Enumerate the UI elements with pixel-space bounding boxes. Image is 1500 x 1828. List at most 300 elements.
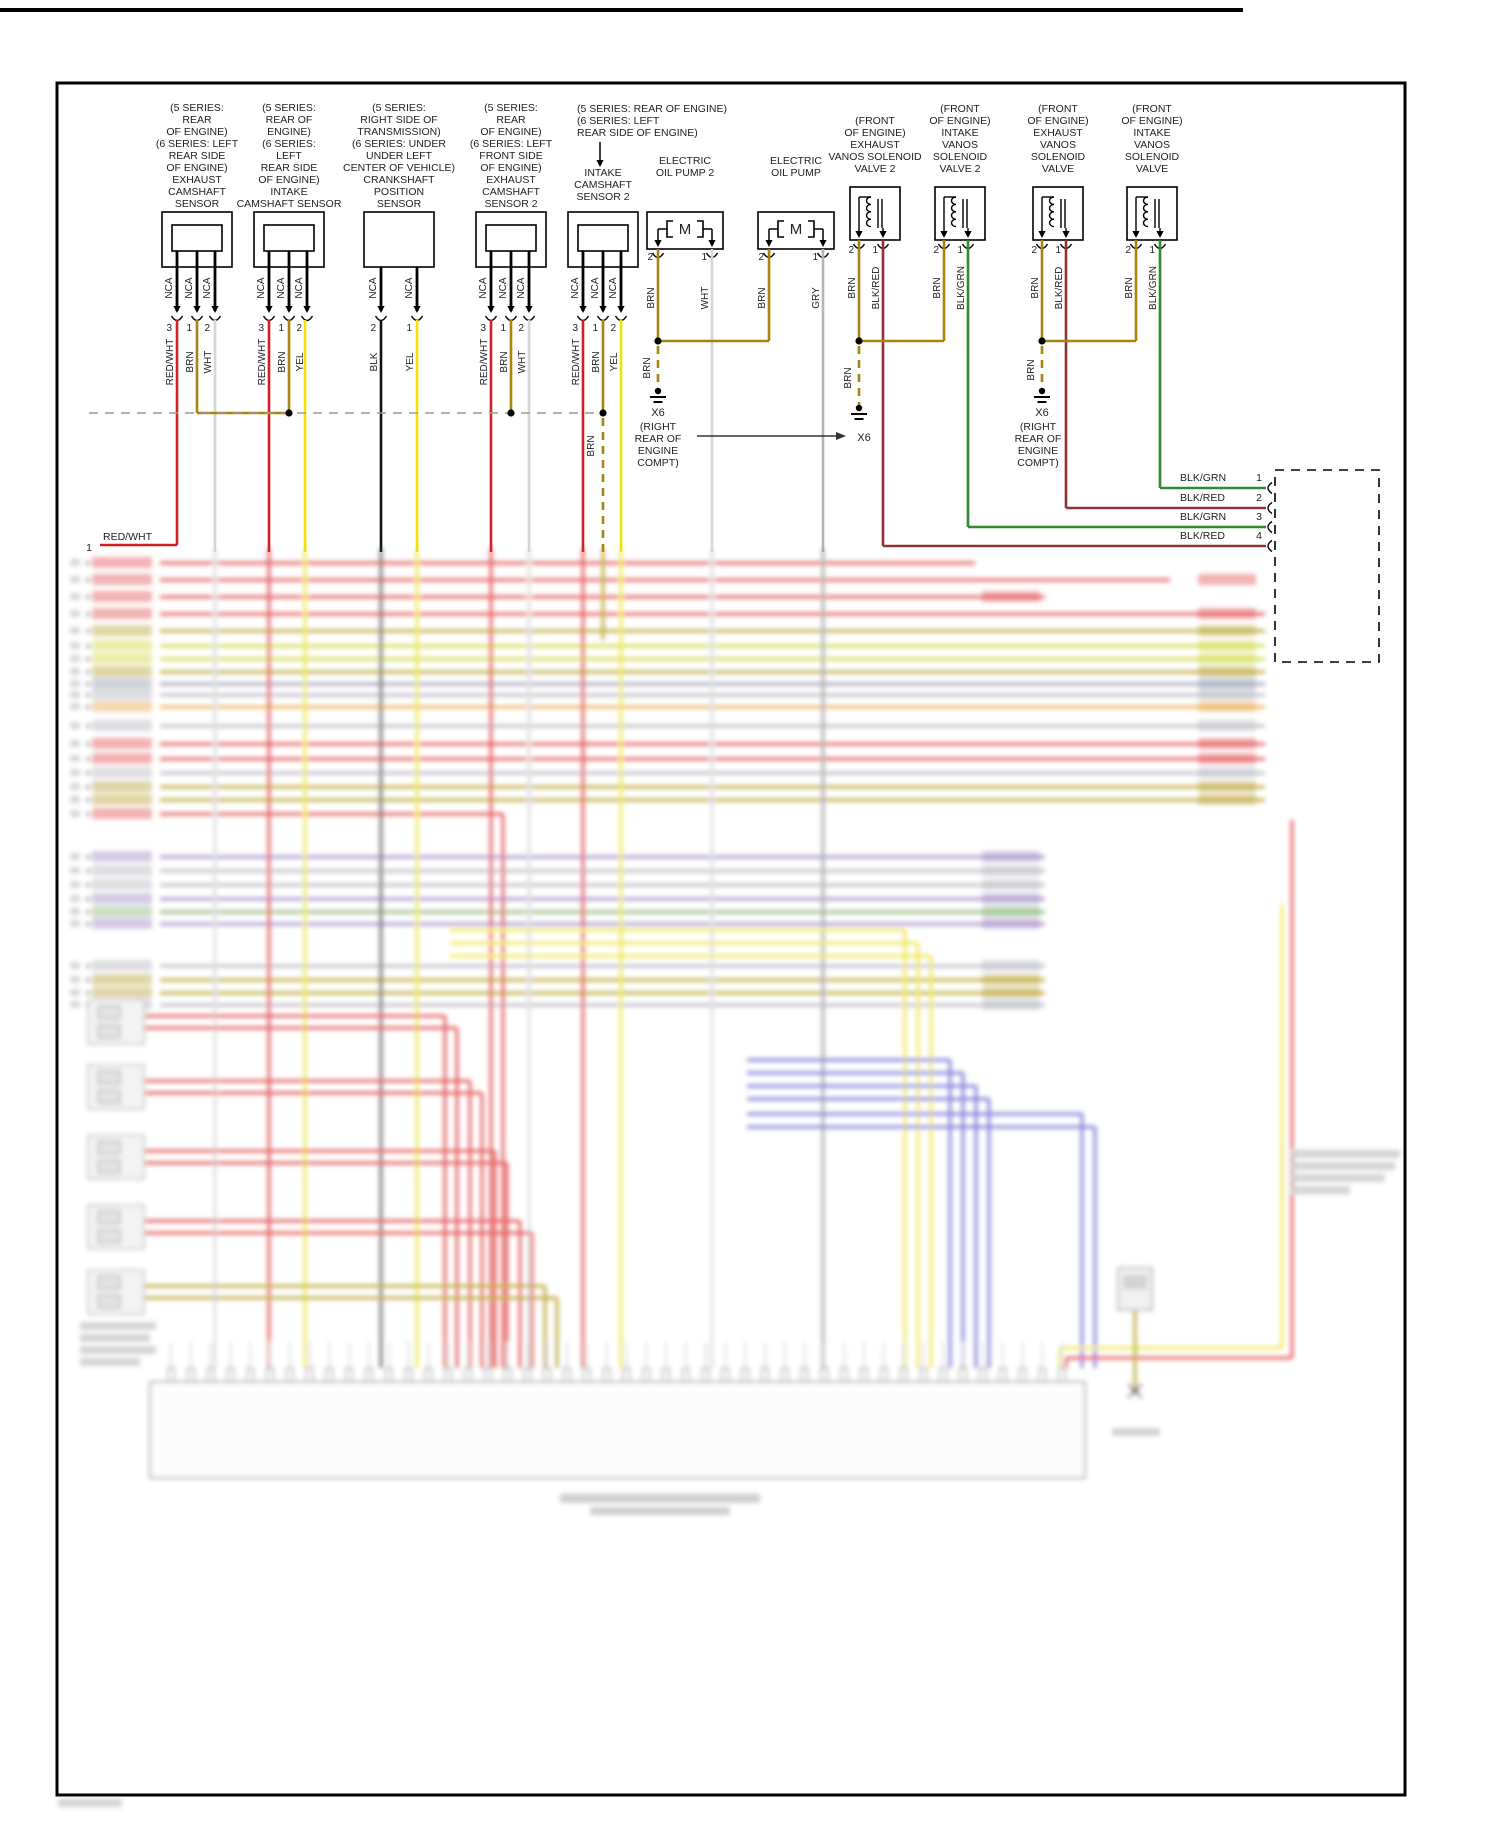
nca-label: NCA (256, 277, 267, 299)
ecm-pin (188, 1368, 194, 1382)
right-output-label: BLK/GRN (1180, 511, 1227, 523)
component-label-line: (FRONT (1038, 103, 1078, 115)
blurred-label-blob (70, 642, 80, 649)
blurred-label-blob (70, 755, 80, 762)
blurred-label-blob (92, 851, 152, 862)
pin-number: 3 (572, 323, 578, 334)
blurred-label-blob (92, 987, 152, 998)
wire-color-label: YEL (405, 352, 416, 372)
component-label-line: (5 SERIES: (372, 102, 426, 114)
blurred-pin (86, 855, 91, 860)
blurred-pin (86, 991, 91, 996)
component-label-line: CAMSHAFT SENSOR (236, 198, 342, 210)
wire-color-label: WHT (700, 286, 711, 310)
ecm-pin (326, 1368, 332, 1382)
junction-dot (507, 409, 514, 416)
connector-socket-icon (284, 316, 295, 321)
blurred-pin (86, 629, 91, 634)
connector-socket-icon (524, 316, 535, 321)
blurred-pin (86, 757, 91, 762)
blurred-label-blob (92, 794, 152, 805)
blurred-pin (86, 910, 91, 915)
component-label-line: SENSOR (174, 198, 220, 210)
blurred-label-blob (70, 920, 80, 927)
component-label-line: (6 SERIES: UNDER (352, 138, 446, 150)
blurred-label-blob (80, 1334, 150, 1342)
arrowhead-icon (1038, 231, 1045, 238)
blurred-label-blob (70, 810, 80, 817)
connector-socket-icon (616, 316, 627, 321)
blurred-pin (86, 798, 91, 803)
component-label-line: OIL PUMP (771, 167, 821, 179)
component-label-line: REAR (496, 114, 526, 126)
connector-socket-icon (1268, 483, 1272, 494)
nca-label: NCA (404, 277, 415, 299)
upper-schematic (0, 10, 1405, 1795)
component-label-line: SENSOR 2 (484, 198, 538, 210)
arrowhead-icon (173, 306, 180, 313)
blurred-label-blob (1198, 781, 1256, 792)
wire-color-label: BLK/RED (1054, 266, 1065, 310)
blurred-label-blob (92, 808, 152, 819)
right-output-label: BLK/GRN (1180, 472, 1227, 484)
blurred-label-blob (92, 753, 152, 764)
ecm-pin (643, 1368, 649, 1382)
wire-color-label: BRN (642, 357, 653, 379)
arrowhead-icon (413, 306, 420, 313)
ecm-pin (465, 1368, 471, 1382)
ground-location-line: COMPT) (637, 457, 679, 469)
component-label-line: VALVE 2 (854, 163, 896, 175)
component-crankshaft-position-sensor (343, 102, 455, 371)
ground-location-line: REAR OF (1014, 433, 1062, 445)
component-label-line: VANOS (942, 139, 978, 151)
blurred-pin (86, 869, 91, 874)
pin-number: 2 (848, 245, 854, 256)
ecm-pin (1039, 1368, 1045, 1382)
pin-number: 2 (296, 323, 302, 334)
ground-location-line: (RIGHT (639, 421, 677, 433)
blurred-label-blob (70, 559, 80, 566)
blurred-label-blob (70, 908, 80, 915)
blurred-pin (86, 682, 91, 687)
component-exhaust-vanos-solenoid-valve-2 (828, 115, 922, 309)
blurred-label-blob (982, 999, 1040, 1010)
component-label-line: SOLENOID (932, 151, 988, 163)
blurred-ground-dot (1132, 1388, 1138, 1394)
pin-number: 1 (278, 323, 284, 334)
ecm-pin (861, 1368, 867, 1382)
ecm-pin (406, 1368, 412, 1382)
blurred-label-blob (70, 1001, 80, 1008)
arrowhead-icon (1156, 231, 1163, 238)
pin-number: 2 (933, 245, 939, 256)
component-label-line: (FRONT (940, 103, 980, 115)
ecm-pin (584, 1368, 590, 1382)
ecm-pin (524, 1368, 530, 1382)
ecm-pin (623, 1368, 629, 1382)
component-label-line: OF ENGINE) (166, 162, 228, 174)
blurred-label-blob (982, 960, 1040, 971)
arrowhead-icon (599, 306, 606, 313)
pin-number: 1 (957, 245, 963, 256)
ecm-pin (307, 1368, 313, 1382)
ecm-pin (802, 1368, 808, 1382)
nca-label: NCA (570, 277, 581, 299)
blurred-pin (86, 612, 91, 617)
blurred-label-blob (1112, 1428, 1160, 1436)
component-label-line: CAMSHAFT (482, 186, 540, 198)
component-label-line: SOLENOID (1124, 151, 1180, 163)
blurred-label-blob (92, 591, 152, 602)
component-label-line: OF ENGINE) (166, 126, 228, 138)
coil-icon (952, 197, 957, 227)
blurred-connector-cavity (98, 1230, 120, 1243)
blurred-pin (86, 578, 91, 583)
component-label-line: LEFT (276, 150, 302, 162)
left-output-label: RED/WHT (103, 531, 152, 543)
pin-number: 2 (610, 323, 616, 334)
blurred-label-blob (92, 767, 152, 778)
wire-color-label: YEL (295, 352, 306, 372)
component-label-line: REAR SIDE (260, 162, 318, 174)
ecm-pin (386, 1368, 392, 1382)
component-label-line: INTAKE (270, 186, 308, 198)
blurred-pin (86, 978, 91, 983)
blurred-label-blob (92, 608, 152, 619)
connector-socket-icon (302, 316, 313, 321)
wire-color-label: RED/WHT (571, 338, 582, 386)
component-label-line: ENGINE) (267, 126, 311, 138)
ground-location-line: ENGINE (1017, 445, 1059, 457)
component-label-line: OF ENGINE) (480, 162, 542, 174)
wire-color-label: BLK/GRN (956, 266, 967, 310)
blurred-label-blob (1290, 1174, 1385, 1182)
connector-socket-icon (210, 316, 221, 321)
blurred-pin (86, 705, 91, 710)
wire-color-label: BLK (369, 352, 380, 372)
ecm-pin (683, 1368, 689, 1382)
arrowhead-icon (617, 306, 624, 313)
blurred-label-blob (92, 557, 152, 568)
wire-color-label: BRN (1026, 359, 1037, 381)
blurred-label-blob (92, 865, 152, 876)
component-label-line: VANOS SOLENOID (828, 151, 922, 163)
component-intake-vanos-solenoid-valve (1121, 103, 1182, 310)
blurred-label-blob (982, 893, 1040, 904)
blurred-label-blob (70, 962, 80, 969)
pin-number: 1 (701, 252, 707, 263)
blurred-pin (86, 922, 91, 927)
component-label-line: OF ENGINE) (1027, 115, 1089, 127)
ground-icon (650, 388, 666, 402)
sensor-connector (264, 225, 314, 251)
component-label-line: ELECTRIC (659, 155, 711, 167)
ground-dot (655, 388, 661, 394)
arrowhead-icon (596, 160, 603, 167)
blurred-pin (86, 742, 91, 747)
blurred-pin (86, 771, 91, 776)
blurred-label-blob (58, 1799, 122, 1807)
blurred-label-blob (1198, 720, 1256, 731)
blurred-label-blob (92, 960, 152, 971)
arrowhead-icon (211, 306, 218, 313)
blurred-label-blob (70, 895, 80, 902)
blurred-label-blob (982, 918, 1040, 929)
connector-socket-icon (598, 316, 609, 321)
right-output-label: BLK/RED (1180, 492, 1225, 504)
wire-routing (86, 240, 1379, 662)
pin-number: 3 (258, 323, 264, 334)
wire-color-label: BRN (185, 351, 196, 373)
junction-dot (285, 409, 292, 416)
component-location-line: (6 SERIES: LEFT (577, 115, 660, 127)
blurred-connector-cavity (98, 1211, 120, 1224)
pin-number: 1 (500, 323, 506, 334)
blurred-label-blob (92, 666, 152, 677)
component-label-line: VALVE (1041, 163, 1075, 175)
ecm-connector-box (150, 1382, 1085, 1478)
blurred-pin (86, 724, 91, 729)
blurred-label-blob (1198, 625, 1256, 636)
blurred-pin (86, 644, 91, 649)
component-label-line: (FRONT (855, 115, 895, 127)
blurred-connector-cavity (98, 1025, 120, 1038)
component-label-line: VALVE 2 (939, 163, 981, 175)
blurred-label-blob (982, 974, 1040, 985)
blurred-connector-cavity (98, 1160, 120, 1173)
component-label-line: OF ENGINE) (929, 115, 991, 127)
component-label-line: OF ENGINE) (844, 127, 906, 139)
blurred-connector-cavity (98, 1071, 120, 1084)
arrowhead-icon (303, 306, 310, 313)
component-name-line: SENSOR 2 (576, 191, 630, 203)
ecm-pin (485, 1368, 491, 1382)
component-label-line: (5 SERIES: (484, 102, 538, 114)
pin-number: 2 (1031, 245, 1037, 256)
component-label-line: UNDER LEFT (366, 150, 432, 162)
blurred-label-blob (1198, 608, 1256, 619)
blurred-label-blob (92, 653, 152, 664)
wire-color-label: BRN (646, 287, 657, 309)
blurred-lower-schematic (58, 548, 1400, 1807)
blurred-label-blob (590, 1507, 730, 1515)
ecm-pin (425, 1368, 431, 1382)
connector-socket-icon (172, 316, 183, 321)
wire-color-label: BRN (499, 351, 510, 373)
motor-symbol: M (789, 221, 803, 238)
right-output-label: BLK/RED (1180, 530, 1225, 542)
arrowhead-icon (377, 306, 384, 313)
junction-dot (654, 337, 661, 344)
connector-socket-icon (264, 316, 275, 321)
blurred-pin (86, 670, 91, 675)
blurred-label-blob (70, 796, 80, 803)
blurred-connector-cavity (98, 1006, 120, 1019)
blurred-small-component (1118, 1268, 1152, 1310)
blurred-pin (86, 657, 91, 662)
component-label-line: OIL PUMP 2 (655, 167, 715, 179)
component-location-line: REAR SIDE OF ENGINE) (577, 127, 698, 139)
pin-number: 1 (1149, 245, 1155, 256)
ecm-pin (564, 1368, 570, 1382)
wire-color-label: BRN (847, 277, 858, 299)
nca-label: NCA (498, 277, 509, 299)
blurred-connector-cavity (98, 1276, 120, 1289)
blurred-label-blob (1198, 653, 1256, 664)
component-label-line: REAR SIDE (168, 150, 226, 162)
ecm-pin (247, 1368, 253, 1382)
left-output-pin: 1 (86, 542, 92, 554)
component-label-line: INTAKE (941, 127, 979, 139)
blurred-label-blob (92, 574, 152, 585)
blurred-connector-cavity (98, 1295, 120, 1308)
blurred-label-blob (982, 851, 1040, 862)
blurred-label-blob (1198, 753, 1256, 764)
nca-label: NCA (164, 277, 175, 299)
component-label-line: VALVE (1135, 163, 1169, 175)
ecm-pin (960, 1368, 966, 1382)
connector-socket-icon (412, 316, 423, 321)
component-label-line: REAR (182, 114, 212, 126)
component-label-line: OF ENGINE) (258, 174, 320, 186)
coil-icon (867, 197, 872, 227)
blurred-label-blob (70, 703, 80, 710)
ground-dot (1039, 388, 1045, 394)
ecm-pin (920, 1368, 926, 1382)
pin-number: 3 (480, 323, 486, 334)
blurred-label-blob (1198, 689, 1256, 700)
nca-label: NCA (294, 277, 305, 299)
blurred-label-blob (1198, 738, 1256, 749)
connector-socket-icon (578, 316, 589, 321)
ground-id: X6 (857, 432, 871, 444)
ground-id: X6 (1035, 407, 1049, 419)
blurred-label-blob (70, 722, 80, 729)
ecm-pin (881, 1368, 887, 1382)
pin-number: 2 (1125, 245, 1131, 256)
component-exhaust-vanos-solenoid-valve (1027, 103, 1088, 309)
right-output-pin: 4 (1256, 530, 1262, 542)
coil-icon (1050, 197, 1055, 227)
ecm-pin (505, 1368, 511, 1382)
ecm-pin (1019, 1368, 1025, 1382)
blurred-label-blob (560, 1494, 760, 1503)
component-name-line: INTAKE (584, 167, 622, 179)
blurred-label-blob (92, 781, 152, 792)
pin-number: 2 (518, 323, 524, 334)
component-label-line: VANOS (1134, 139, 1170, 151)
motor-symbol: M (678, 221, 692, 238)
arrowhead-icon (265, 306, 272, 313)
pin-number: 3 (166, 323, 172, 334)
blurred-label-blob (92, 918, 152, 929)
blurred-label-blob (982, 906, 1040, 917)
connector-socket-icon (1268, 503, 1272, 514)
component-label-line: EXHAUST (1033, 127, 1083, 139)
arrowhead-icon (964, 231, 971, 238)
blurred-label-blob (982, 865, 1040, 876)
ground-dot (856, 405, 862, 411)
ecm-pin (227, 1368, 233, 1382)
wire-color-label: BRN (1030, 277, 1041, 299)
component-label-line: ELECTRIC (770, 155, 822, 167)
wire-color-label: BRN (277, 351, 288, 373)
component-label-line: SENSOR (376, 198, 422, 210)
wire-color-label: WHT (203, 350, 214, 374)
pin-number: 1 (812, 252, 818, 263)
blurred-label-blob (92, 974, 152, 985)
blurred-label-blob (70, 610, 80, 617)
ground-location-line: COMPT) (1017, 457, 1059, 469)
blurred-label-blob (92, 893, 152, 904)
sensor-connector (172, 225, 222, 251)
ecm-pin (782, 1368, 788, 1382)
ecm-pin (1059, 1368, 1065, 1382)
blurred-connector-cavity (98, 1090, 120, 1103)
component-label-line: (6 SERIES: (262, 138, 316, 150)
ecm-pin (980, 1368, 986, 1382)
blurred-label-blob (70, 740, 80, 747)
wire-color-label: BLK/GRN (1148, 266, 1159, 310)
arrowhead-icon (765, 240, 772, 247)
blurred-label-blob (92, 879, 152, 890)
blurred-label-blob (70, 680, 80, 687)
arrowhead-icon (940, 231, 947, 238)
blurred-label-blob (1290, 1162, 1395, 1170)
ground-icon (851, 405, 867, 419)
ecm-pin (346, 1368, 352, 1382)
remote-connector-dashed-box (1275, 470, 1379, 662)
blurred-label-blob (92, 701, 152, 712)
component-label-line: EXHAUST (172, 174, 222, 186)
component-label-line: (5 SERIES: (170, 102, 224, 114)
component-label-line: VANOS (1040, 139, 1076, 151)
blurred-label-blob (1198, 666, 1256, 677)
wire-color-label: RED/WHT (165, 338, 176, 386)
ground-location-line: (RIGHT (1019, 421, 1057, 433)
component-intake-vanos-solenoid-valve-2 (929, 103, 990, 310)
ground-icon (1034, 388, 1050, 402)
blurred-label-blob (1198, 794, 1256, 805)
blurred-pin (86, 785, 91, 790)
connector-socket-icon (506, 316, 517, 321)
blurred-label-blob (982, 987, 1040, 998)
pin-number: 1 (1055, 245, 1061, 256)
blurred-label-blob (70, 576, 80, 583)
ecm-pin (940, 1368, 946, 1382)
ecm-pin (267, 1368, 273, 1382)
component-label-line: REAR OF (265, 114, 313, 126)
arrowhead-icon (654, 240, 661, 247)
ecm-pin (742, 1368, 748, 1382)
ecm-pin (722, 1368, 728, 1382)
blurred-pin (86, 595, 91, 600)
blurred-label-blob (70, 668, 80, 675)
ecm-pin (287, 1368, 293, 1382)
blurred-connector-cavity (98, 1141, 120, 1154)
arrowhead-icon (285, 306, 292, 313)
arrowhead-icon (855, 231, 862, 238)
nca-label: NCA (590, 277, 601, 299)
pin-number: 2 (204, 323, 210, 334)
blurred-label-blob (1290, 1150, 1400, 1158)
component-label-line: OF ENGINE) (480, 126, 542, 138)
component-label-line: (FRONT (1132, 103, 1172, 115)
component-label-line: SOLENOID (1030, 151, 1086, 163)
ecm-pin (168, 1368, 174, 1382)
bracket-icon (808, 221, 814, 237)
